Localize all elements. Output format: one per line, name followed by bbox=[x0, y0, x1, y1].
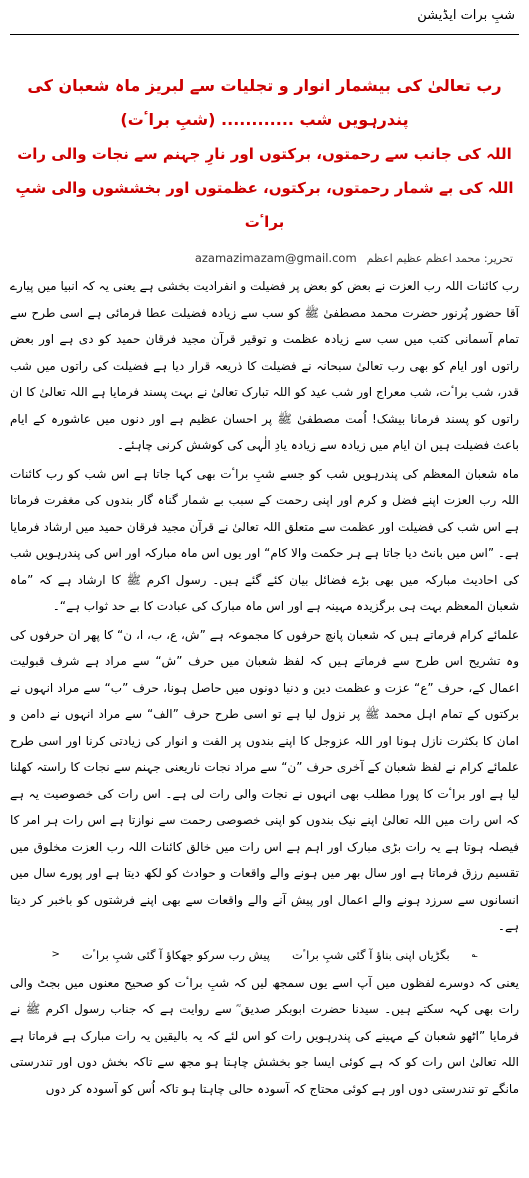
sub-headline-1: اللہ کی جانب سے رحمتوں، برکتوں اور نارِ جہنم سے نجات والی رات bbox=[17, 145, 512, 163]
paragraph-4: یعنی کہ دوسرے لفظوں میں آپ اسے یوں سمجھ لیں کہ شبِ براٴت کو صحیح معنوں میں بجٹ والی رات بھی کہہ سکتے ہیں۔ سیدنا حضرت ابوبکر صدیق ؓ سے روایت ہے کہ جناب رسول اکرم ﷺ نے فرمایا ”اٹھو شعبان کے مہینے کی پندرہویں رات کو اس لئے کہ یہ بالیقین یہ رات مبارک ہے فرماتا ہے اللہ تعالیٰ اس رات کو کہ ہے کوئی ایسا جو بخشش چاہتا ہو مجھ سے تاکہ بخش دوں اور تندرستی مانگے تو تندرستی دوں اور ہے کوئی محتاج کہ آسودہ حالی چاہتا ہو تاکہ اُس کو آسودہ کر دوں bbox=[10, 975, 519, 1096]
author-byline: تحریر: محمد اعظم عظیم اعظم bbox=[366, 251, 513, 265]
couplet-mark: ؎ bbox=[471, 948, 478, 960]
main-headline: رب تعالیٰ کی بیشمار انوار و تجلیات سے لبریز ماہ شعبان کی پندرہویں شب ............ (شبِ براٴت) bbox=[27, 76, 502, 129]
author-email: azamazimazam@gmail.com bbox=[194, 251, 357, 265]
article-body bbox=[10, 273, 519, 1102]
headline-block bbox=[10, 69, 519, 239]
byline-row bbox=[10, 247, 519, 269]
paragraph-1: رب کائنات اللہ رب العزت نے بعض کو بعض پر فضیلت و انفرادیت بخشی ہے یعنی یہ کہ انبیا میں پیارے آقا حضور پُرنور حضرت محمد مصطفیٰ ﷺ کو سب سے زیادہ فضیلت عطا فرمائی ہے اسی طرح سے تمام آسمانی کتب میں سب سے زیادہ عظمت و توقیر قرآن مجید فرقان حمید کو دی ہے اور بعض راتوں اور ایام کو بھی رب تعالیٰ سبحانہ نے فضیلت کا ذریعہ قرار دیا ہے فضیلت کی راتوں میں شب قدر، شب براٴت، شب معراج اور شب عید کو اللہ تبارک تعالیٰ نے بہت پسند فرمایا ہے اللہ تعالیٰ کا ان راتوں کو پسند فرمانا بیشک! اُمت مصطفیٰ ﷺ پر احسان عظیم ہے اور دنوں میں عاشورہ کے ایام باعث فضیلت ہیں ان ایام میں زیادہ سے زیادہ یادِ الٰہی کی کوشش کرنی چاہئے۔ bbox=[10, 279, 519, 452]
poem-line-1: بگڑیاں اپنی بناؤ آ گئی شبِ براٴت bbox=[291, 947, 450, 962]
edition-divider bbox=[10, 34, 519, 35]
sub-headline-2: اللہ کی بے شمار رحمتوں، برکتوں، عظمتوں اور بخششوں والی شبِ براٴت bbox=[15, 179, 514, 231]
paragraph-2: ماہ شعبان المعظم کی پندرہویں شب کو جسے شبِ براٴت بھی کہا جاتا ہے اس شب کو رب کائنات اللہ رب العزت اپنے فضل و کرم اور اپنی رحمت کے سبب بے شمار گناہ گار بندوں کی مغفرت فرماتا ہے اس شب کی فضیلت اور عظمت سے متعلق اللہ تعالیٰ نے قرآن مجید فرقان حمید میں ارشاد فرمایا ہے۔ ”اس میں بانٹ دیا جاتا ہے ہر حکمت والا کام“ اور یوں اس ماہ مبارکہ اور اس کی پندرہویں شب کی احادیث مبارکہ میں بھی بڑے فضائل بیان کئے گئے ہیں۔ رسول اکرم ﷺ کا ارشاد ہے کہ ”ماہ شعبان المعظم بہت ہی برگزیدہ مہینہ ہے اور اس ماہ مبارک کی عبادت کا بے حد ثواب ہے“۔ bbox=[10, 466, 519, 613]
poem-line-2: پیش رب سرکو جھکاؤ آ گئی شبِ براٴت bbox=[81, 947, 270, 962]
paragraph-3: علمائے کرام فرماتے ہیں کہ شعبان پانچ حرفوں کا مجموعہ ہے ”ش، ع، ب، ا، ن“ کا پھر ان حرفوں کی وہ تشریح اس طرح سے فرماتے ہیں کہ لفظ شعبان میں حرف ”ش“ سے مراد ہے شرف قبولیت اعمال کے، حرف ”ع“ عزت و عظمت دین و دنیا دونوں میں حاصل ہونا، حرف ”ب“ سے مراد انہوں نے برکتوں کے تمام اہل محمد ﷺ پر نزول لیا ہے تو اسی طرح حرف ”الف“ سے مراد انہوں نے دامن و امان کا بکثرت نازل ہونا اور اللہ عزوجل کا اپنے بندوں پر الفت و انوار کی زیادتی کرنا اور اسی طرح علمائے کرام نے لفظ شعبان کے آخری حرف ”ن“ سے مراد نجات ناریعنی جہنم سے نجات کا راستہ کھلنا لیا ہے اور براٴت کا پورا مطلب بھی انہوں نے نجات والی رات لی ہے۔ اس رات کی خصوصیت یہ ہے کہ اس رات میں اللہ تعالیٰ اپنے نیک بندوں کو اپنی خصوصی رحمت سے نوازتا ہے اس رات ہر امر کا فیصلہ ہوتا ہے یہ رات بڑی مبارک اور اہم ہے اس رات میں خالق کائنات اللہ رب العزت مخلوق میں تقسیم رزق فرماتا ہے اور سال بھر میں ہونے والے واقعات و حوادث کو لکھ دیتا ہے اور پورے سال میں انسانوں سے سرزد ہونے والے اعمال اور پیش آنے والے واقعات سے بھی اپنے فرشتوں کو باخبر کر دیتا ہے۔ bbox=[10, 627, 519, 933]
poem-couplet bbox=[10, 942, 519, 968]
couplet-marker-arrow: < bbox=[51, 948, 60, 960]
edition-title: شبِ برات ایڈیشن bbox=[417, 8, 515, 23]
